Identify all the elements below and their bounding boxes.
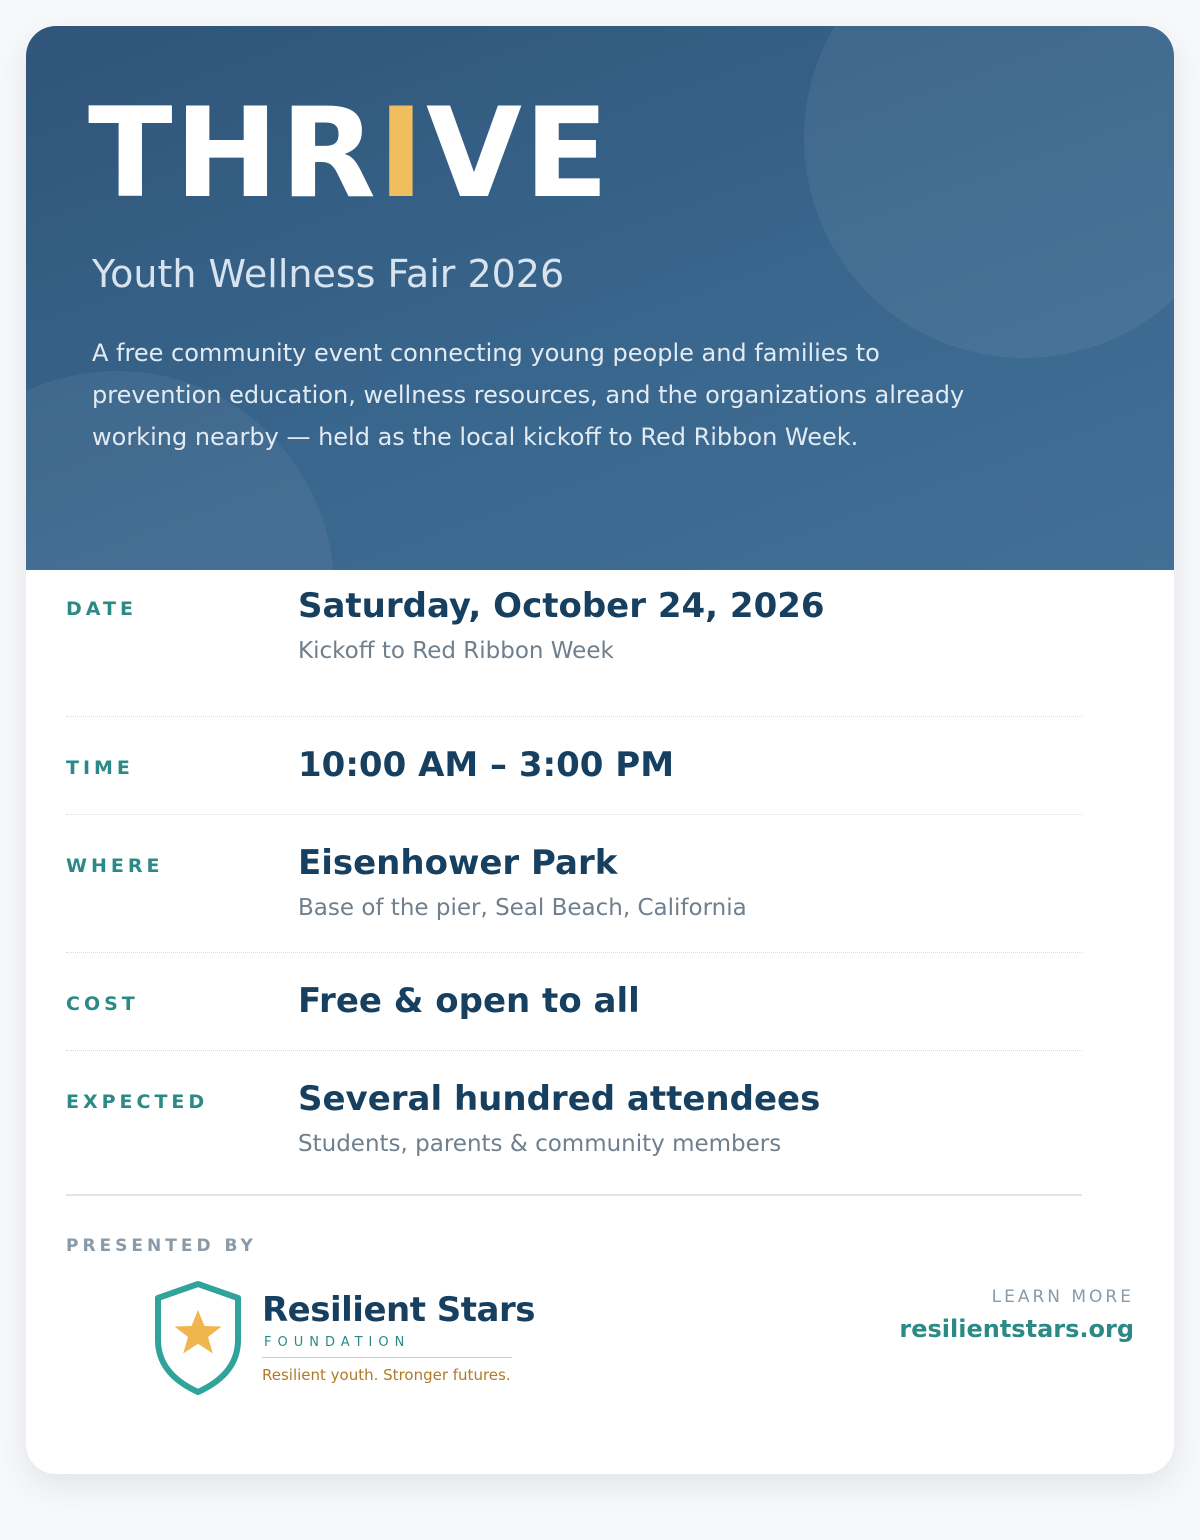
presented-by-label: PRESENTED BY — [66, 1236, 257, 1256]
detail-subtext: Students, parents & community members — [298, 1131, 782, 1157]
title-accent-letter: I — [377, 82, 426, 226]
detail-value: 10:00 AM – 3:00 PM — [298, 745, 675, 785]
org-name: Resilient Stars — [262, 1290, 535, 1330]
title-part: VE — [425, 82, 611, 226]
detail-label: TIME — [66, 757, 134, 779]
shield-star-icon — [120, 1278, 276, 1398]
detail-label: COST — [66, 993, 139, 1015]
detail-value: Free & open to all — [298, 981, 640, 1021]
learn-more-label: LEARN MORE — [991, 1287, 1134, 1307]
detail-row-date — [66, 580, 1082, 717]
detail-row-expected — [66, 1051, 1082, 1191]
detail-row-where — [66, 815, 1082, 953]
event-subtitle: Youth Wellness Fair 2026 — [92, 252, 565, 296]
detail-value: Several hundred attendees — [298, 1079, 821, 1119]
detail-subtext: Base of the pier, Seal Beach, California — [298, 895, 747, 921]
detail-value: Saturday, October 24, 2026 — [298, 586, 825, 626]
title-part: THR — [88, 82, 378, 226]
detail-label: WHERE — [66, 855, 164, 877]
website-link[interactable]: resilientstars.org — [899, 1315, 1134, 1343]
event-details-list — [66, 580, 1082, 1191]
detail-label: EXPECTED — [66, 1091, 209, 1113]
event-title — [88, 82, 611, 226]
org-subtitle: FOUNDATION — [264, 1335, 411, 1350]
section-divider — [66, 1194, 1082, 1196]
org-divider — [262, 1357, 512, 1358]
hero-banner — [26, 26, 1174, 570]
detail-row-cost — [66, 953, 1082, 1051]
detail-value: Eisenhower Park — [298, 843, 618, 883]
org-tagline: Resilient youth. Stronger futures. — [262, 1366, 511, 1384]
event-description: A free community event connecting young people and families to prevention education, wellness resources, and the organizations already working nearby — held as the local kickoff to Red Ribbon Week. — [92, 339, 965, 451]
detail-label: DATE — [66, 598, 137, 620]
detail-row-time — [66, 717, 1082, 815]
detail-subtext: Kickoff to Red Ribbon Week — [298, 638, 614, 664]
decorative-circle — [804, 26, 1174, 358]
